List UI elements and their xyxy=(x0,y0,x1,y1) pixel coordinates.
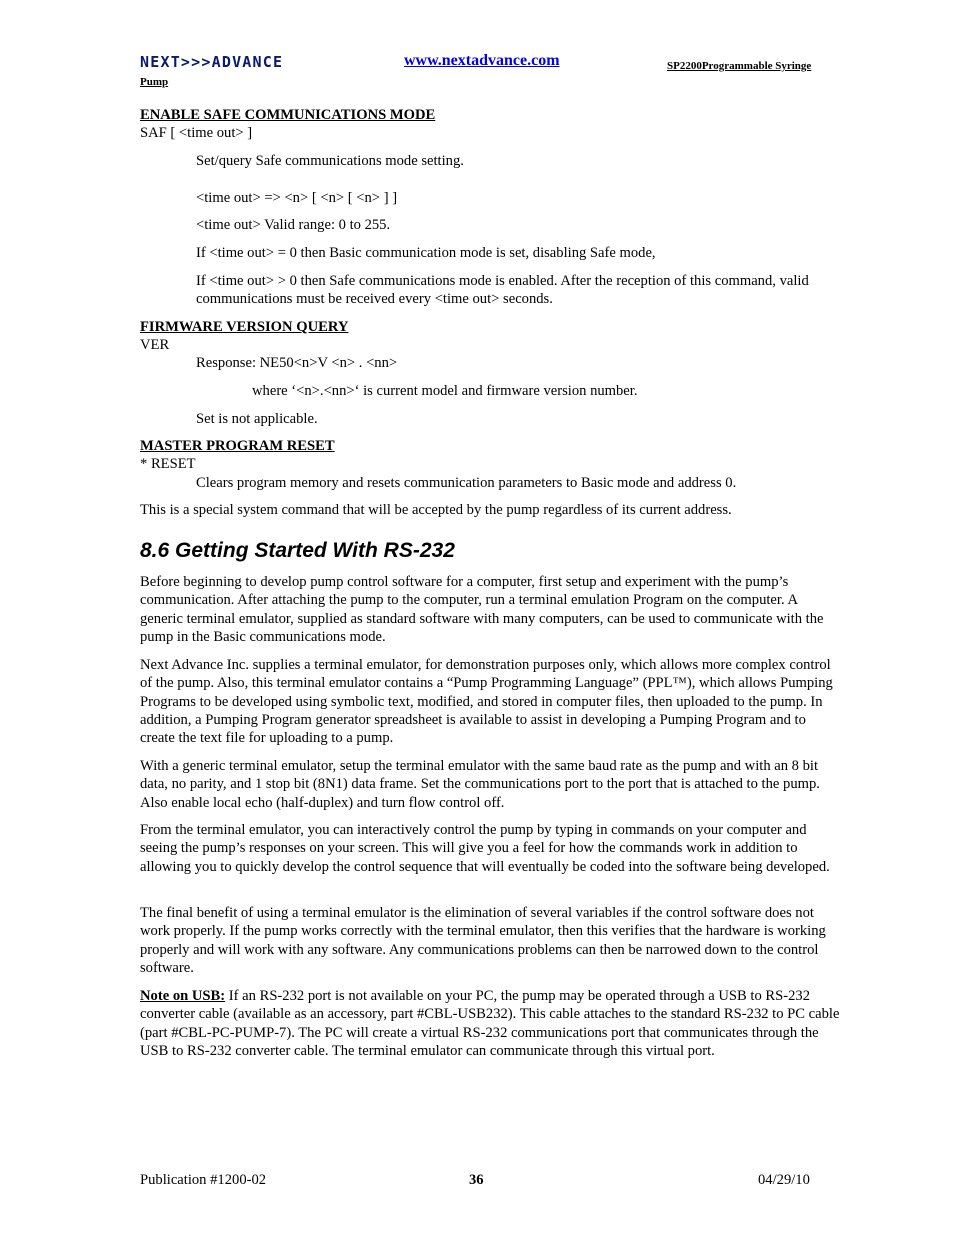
footer-page-number: 36 xyxy=(469,1172,484,1188)
saf-positive: If <time out> > 0 then Safe communications mode is enabled. After the reception of this command, valid communications must be received every <time out> seconds. xyxy=(196,273,809,308)
svg-text:NEXT>>>ADVANCE: NEXT>>>ADVANCE xyxy=(140,53,284,71)
footer-date: 04/29/10 xyxy=(758,1172,810,1188)
reset-heading: MASTER PROGRAM RESET xyxy=(140,438,335,454)
website-link[interactable]: www.nextadvance.com xyxy=(404,52,560,69)
product-name: SP2200Programmable Syringe xyxy=(667,60,812,72)
saf-zero: If <time out> = 0 then Basic communication mode is set, disabling Safe mode, xyxy=(196,245,656,261)
section-title: 8.6 Getting Started With RS-232 xyxy=(140,539,455,562)
reset-command: * RESET xyxy=(140,456,196,472)
usb-note xyxy=(140,987,842,1060)
section-paragraph-5: The final benefit of using a terminal emulator is the elimination of several variables if the control software does not work properly. If the pump works correctly with the terminal emulator, then this verifies that the hardware is working properly and will work with any software. Any communications problems can then be narrowed down to the control software. xyxy=(140,905,826,976)
saf-heading: ENABLE SAFE COMMUNICATIONS MODE xyxy=(140,107,436,123)
product-name-continued: Pump xyxy=(140,76,169,88)
saf-description: Set/query Safe communications mode setting. xyxy=(196,153,464,169)
section-paragraph-3: With a generic terminal emulator, setup the terminal emulator with the same baud rate as the pump and with an 8 bit data, no parity, and 1 stop bit (8N1) data frame. Set the communications port to the port that is attached to the pump. Also enable local echo (half-duplex) and turn flow control off. xyxy=(140,758,820,811)
usb-note-text: If an RS-232 port is not available on your PC, the pump may be operated through a USB to RS-232 converter cable (available as an accessory, part #CBL-USB232). This cable attaches to the standard RS-232 to PC cable (part #CBL-PC-PUMP-7). The PC will create a virtual RS-232 communications port that communicates through the USB to RS-232 converter cable. The terminal emulator can communicate through this virtual port. xyxy=(140,988,840,1059)
ver-set-na: Set is not applicable. xyxy=(196,411,318,427)
saf-command: SAF [ <time out> ] xyxy=(140,125,253,141)
ver-where: where ‘<n>.<nn>‘ is current model and firmware version number. xyxy=(252,383,638,399)
section-paragraph-1: Before beginning to develop pump control software for a computer, first setup and experiment with the pump’s communication. After attaching the pump to the computer, run a terminal emulation Program on the computer. A generic terminal emulator, supplied as standard software with many computers, can be used to communicate with the pump in the Basic communications mode. xyxy=(140,574,824,645)
section-paragraph-2: Next Advance Inc. supplies a terminal emulator, for demonstration purposes only, which allows more complex control of the pump. Also, this terminal emulator contains a “Pump Programming Language” (PPL™), which allows Pumping Programs to be developed using symbolic text, modified, and stored in computer files, then uploaded to the pump. In addition, a Pumping Program generator spreadsheet is available to assist in developing a Pumping Program and to create the text file for uploading to a pump. xyxy=(140,657,833,747)
ver-heading: FIRMWARE VERSION QUERY xyxy=(140,319,349,335)
ver-response: Response: NE50<n>V <n> . <nn> xyxy=(196,355,398,371)
reset-note: This is a special system command that will be accepted by the pump regardless of its current address. xyxy=(140,502,732,518)
next-advance-logo xyxy=(140,53,332,71)
footer-publication: Publication #1200-02 xyxy=(140,1172,267,1188)
reset-description: Clears program memory and resets communication parameters to Basic mode and address 0. xyxy=(196,475,737,491)
ver-command: VER xyxy=(140,337,170,353)
section-paragraph-4: From the terminal emulator, you can interactively control the pump by typing in commands on your computer and seeing the pump’s responses on your screen. This will give you a feel for how the commands work in addition to allowing you to quickly develop the control sequence that will eventually be coded into the software being developed. xyxy=(140,822,830,875)
usb-note-label: Note on USB: xyxy=(140,988,226,1004)
saf-syntax: <time out> => <n> [ <n> [ <n> ] ] xyxy=(196,190,398,206)
saf-range: <time out> Valid range: 0 to 255. xyxy=(196,217,391,233)
